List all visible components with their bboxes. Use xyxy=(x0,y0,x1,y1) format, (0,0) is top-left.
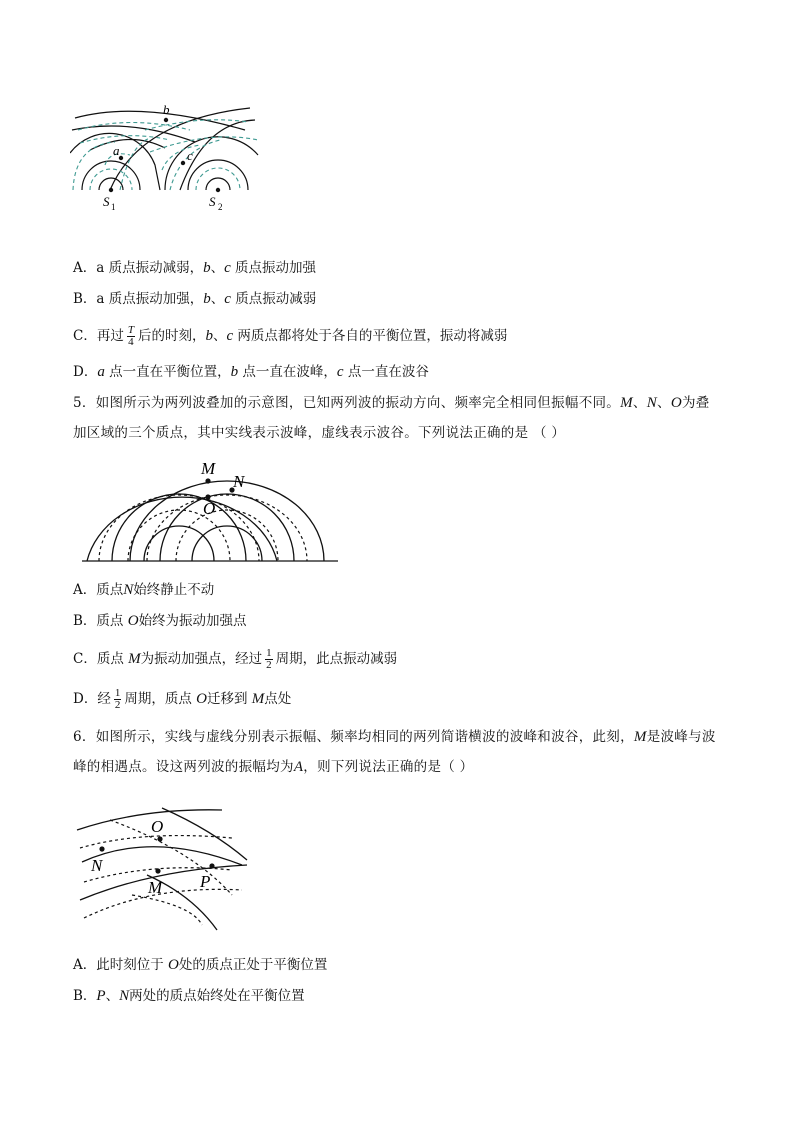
source-s1 xyxy=(109,188,113,192)
wave-crossing-figure-3 xyxy=(72,800,252,935)
label-c: c xyxy=(187,148,193,163)
point-p xyxy=(209,863,214,868)
wave-interference-figure-1 xyxy=(70,100,260,220)
point-n xyxy=(99,846,104,851)
label-s2: S xyxy=(209,194,216,209)
q5-option-b: B．质点 O始终为振动加强点 xyxy=(73,613,247,629)
wave-superposition-figure-2 xyxy=(82,452,344,567)
label-m: M xyxy=(148,878,163,897)
label-b: b xyxy=(163,102,170,117)
fraction-t-over-4: $\frac{T}{4}$ xyxy=(127,324,134,348)
point-m xyxy=(205,478,210,483)
point-m xyxy=(155,868,160,873)
label-n: N xyxy=(233,472,245,491)
q6-option-b: B．P、N两处的质点始终处在平衡位置 xyxy=(73,988,305,1004)
q5-option-a: A．质点N始终静止不动 xyxy=(73,582,215,598)
q4-option-b: B．a 质点振动加强，b、c 质点振动减弱 xyxy=(73,291,317,307)
q5-option-c: C．质点 M为振动加强点，经过 $\frac{1}{2}$ 周期，此点振动减弱 xyxy=(73,647,398,671)
label-s1-sub: 1 xyxy=(111,202,116,212)
point-o xyxy=(157,836,162,841)
fraction-one-half: $\frac{1}{2}$ xyxy=(266,647,272,671)
source-s2 xyxy=(216,188,220,192)
q5-stem: 5．如图所示为两列波叠加的示意图，已知两列波的振动方向、频率完全相同但振幅不同。M、N、O为叠加区域的三个质点，其中实线表示波峰，虚线表示波谷。下列说法正确的是 （ ） xyxy=(73,395,710,441)
point-b xyxy=(164,118,168,122)
label-o: O xyxy=(151,817,164,836)
label-a: a xyxy=(113,143,120,158)
label-s1: S xyxy=(103,194,110,209)
q6-option-a: A．此时刻位于 O处的质点正处于平衡位置 xyxy=(73,957,328,973)
label-o: O xyxy=(203,499,216,518)
label-s2-sub: 2 xyxy=(218,202,223,212)
q4-option-c: C．再过 $\frac{T}{4}$ 后的时刻，b、c 两质点都将处于各自的平衡位置，振动将减弱 xyxy=(73,324,508,348)
q4-option-d: D．a 点一直在平衡位置，b 点一直在波峰，c 点一直在波谷 xyxy=(73,364,429,380)
label-m: M xyxy=(201,459,216,478)
label-p: P xyxy=(200,872,211,891)
point-c xyxy=(181,161,185,165)
fraction-one-half: $\frac{1}{2}$ xyxy=(114,687,121,711)
q5-option-d: D．经 $\frac{1}{2}$ 周期，质点 O迁移到 M点处 xyxy=(73,687,292,711)
q6-stem: 6．如图所示，实线与虚线分别表示振幅、频率均相同的两列简谐横波的波峰和波谷，此刻，M是波峰与波峰的相遇点。设这两列波的振幅均为A，则下列说法正确的是（ ） xyxy=(73,729,716,775)
label-n: N xyxy=(91,856,103,875)
q4-option-a: A．a 质点振动减弱，b、c 质点振动加强 xyxy=(73,260,317,276)
